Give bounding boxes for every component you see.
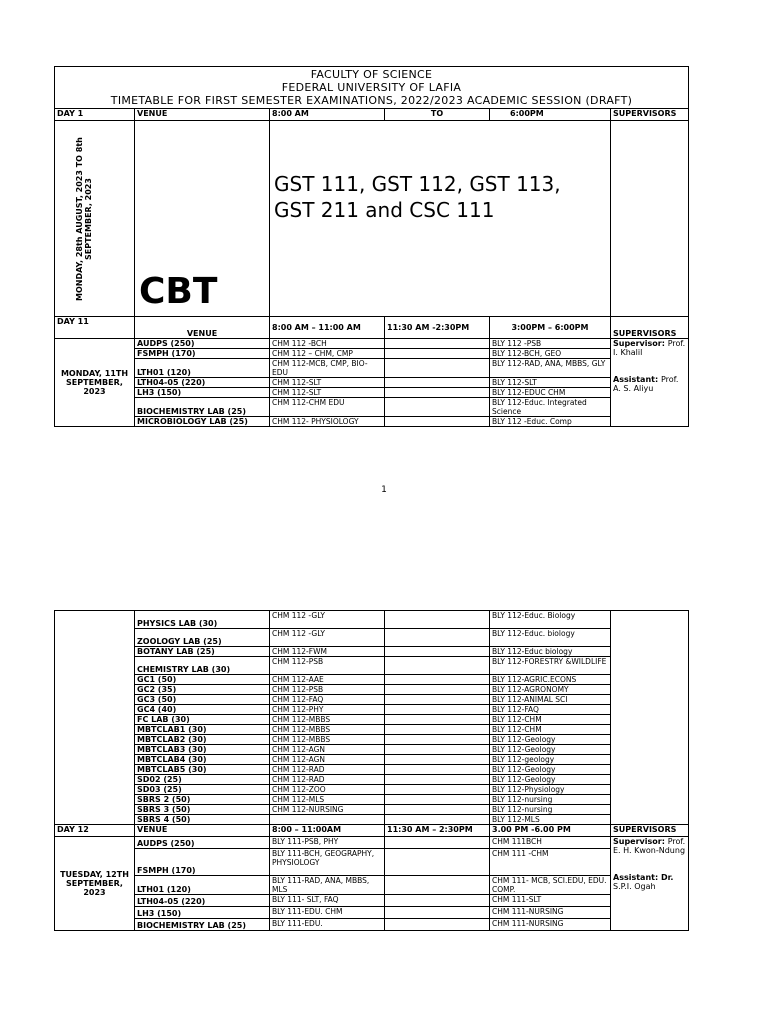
slot1-cell: CHM 112-CHM EDU	[270, 398, 385, 417]
day12-slot2: 11:30 AM – 2:30PM	[385, 825, 490, 837]
slot3-cell: BLY 112-FAQ	[490, 705, 611, 715]
slot2-cell	[385, 398, 490, 417]
day1-date-cell	[55, 121, 135, 317]
slot2-cell	[385, 611, 490, 629]
table-row	[55, 745, 689, 755]
slot2-cell	[385, 837, 490, 849]
slot2-cell	[385, 876, 490, 895]
slot2-cell	[385, 907, 490, 919]
slot2-cell	[385, 657, 490, 675]
day12-venue-label: VENUE	[135, 825, 270, 837]
slot1-cell: CHM 112-MBBS	[270, 735, 385, 745]
slot1-cell: CHM 112-FWM	[270, 647, 385, 657]
slot1-cell: BLY 111-EDU. CHM	[270, 907, 385, 919]
slot1-cell: BLY 111-RAD, ANA, MBBS, MLS	[270, 876, 385, 895]
assistant-label: Assistant:	[613, 375, 661, 384]
venue-cell: LTH01 (120)	[135, 359, 270, 378]
venue-cell: MICROBIOLOGY LAB (25)	[135, 417, 270, 427]
slot3-cell: CHM 111-NURSING	[490, 907, 611, 919]
table-row	[55, 805, 689, 815]
day11-date: MONDAY, 11TH SEPTEMBER, 2023	[55, 339, 135, 427]
table-row	[55, 398, 689, 417]
slot2-cell	[385, 725, 490, 735]
slot2-cell	[385, 715, 490, 725]
slot3-cell: CHM 111-NURSING	[490, 919, 611, 931]
slot3-cell: BLY 112-FORESTRY &WILDLIFE	[490, 657, 611, 675]
venue-cell: GC2 (35)	[135, 685, 270, 695]
slot1-cell: BLY 111-EDU.	[270, 919, 385, 931]
slot2-cell	[385, 745, 490, 755]
venue-cell: SD02 (25)	[135, 775, 270, 785]
slot3-cell: BLY 112-AGRONOMY	[490, 685, 611, 695]
table-row	[55, 359, 689, 378]
table-row	[55, 611, 689, 629]
table-row	[55, 735, 689, 745]
slot1-cell: CHM 112-FAQ	[270, 695, 385, 705]
slot3-cell: CHM 111BCH	[490, 837, 611, 849]
day1-cbt-cell	[135, 121, 270, 317]
slot3-cell: BLY 112-Educ. biology	[490, 629, 611, 647]
assistant-entry	[613, 873, 686, 891]
venue-cell: GC3 (50)	[135, 695, 270, 705]
slot2-cell	[385, 755, 490, 765]
slot3-cell: BLY 112-nursing	[490, 805, 611, 815]
day1-time-to: TO	[385, 109, 490, 121]
slot3-cell: BLY 112-Educ biology	[490, 647, 611, 657]
table-row	[55, 876, 689, 895]
table-row	[55, 647, 689, 657]
timetable-table-2	[54, 610, 689, 931]
slot2-cell	[385, 705, 490, 715]
timetable-table-1	[54, 66, 689, 427]
slot3-cell: BLY 112-Educ. Integrated Science	[490, 398, 611, 417]
slot1-cell: CHM 112-SLT	[270, 388, 385, 398]
venue-cell: PHYSICS LAB (30)	[135, 611, 270, 629]
day11-supervisors	[611, 339, 689, 427]
slot3-cell: BLY 112-Geology	[490, 775, 611, 785]
day11-supervisors-continued	[611, 611, 689, 825]
day1-venue-label: VENUE	[135, 109, 270, 121]
day1-courses: GST 111, GST 112, GST 113, GST 211 and CSC 111	[270, 121, 611, 317]
slot2-cell	[385, 685, 490, 695]
slot3-cell: BLY 112-RAD, ANA, MBBS, GLY	[490, 359, 611, 378]
day11-slot1: 8:00 AM – 11:00 AM	[270, 317, 385, 339]
slot1-cell: CHM 112-MBBS	[270, 725, 385, 735]
assistant-entry	[613, 375, 686, 393]
venue-cell: BIOCHEMISTRY LAB (25)	[135, 919, 270, 931]
day11-label: DAY 11	[55, 317, 135, 339]
slot1-cell: BLY 111- SLT, FAQ	[270, 895, 385, 907]
slot3-cell: BLY 112 -PSB	[490, 339, 611, 349]
slot1-cell: CHM 112 -GLY	[270, 611, 385, 629]
slot2-cell	[385, 775, 490, 785]
slot2-cell	[385, 339, 490, 349]
day12-supervisors	[611, 837, 689, 931]
table-row	[55, 849, 689, 876]
table-row	[55, 417, 689, 427]
venue-cell: FSMPH (170)	[135, 849, 270, 876]
day11-date-continued	[55, 611, 135, 825]
document-title	[55, 67, 689, 109]
day1-label: DAY 1	[55, 109, 135, 121]
table-row	[55, 795, 689, 805]
slot3-cell: CHM 111- MCB, SCI.EDU, EDU. COMP.	[490, 876, 611, 895]
slot2-cell	[385, 695, 490, 705]
venue-cell: AUDPS (250)	[135, 837, 270, 849]
slot2-cell	[385, 359, 490, 378]
supervisor-name: Prof. I. Khalil	[613, 339, 686, 357]
venue-cell: SD03 (25)	[135, 785, 270, 795]
table-row	[55, 388, 689, 398]
table-row	[55, 715, 689, 725]
slot1-cell: CHM 112-AGN	[270, 755, 385, 765]
venue-cell: LTH04-05 (220)	[135, 378, 270, 388]
day1-body-row	[55, 121, 689, 317]
venue-cell: MBTCLAB3 (30)	[135, 745, 270, 755]
slot3-cell: BLY 112-ANIMAL SCI	[490, 695, 611, 705]
day11-slot3: 3:00PM – 6:00PM	[490, 317, 611, 339]
slot3-cell: CHM 111 -CHM	[490, 849, 611, 876]
slot2-cell	[385, 849, 490, 876]
table-row	[55, 675, 689, 685]
slot3-cell: BLY 112-AGRIC.ECONS	[490, 675, 611, 685]
day11-rows-page1	[55, 339, 689, 427]
slot1-cell: CHM 112-AAE	[270, 675, 385, 685]
slot2-cell	[385, 647, 490, 657]
table-row	[55, 725, 689, 735]
day1-supervisors-label: SUPERVISORS	[611, 109, 689, 121]
day12-date: TUESDAY, 12TH SEPTEMBER, 2023	[55, 837, 135, 931]
table-row	[55, 378, 689, 388]
slot1-cell: CHM 112-MCB, CMP, BIO-EDU	[270, 359, 385, 378]
slot1-cell: CHM 112-MBBS	[270, 715, 385, 725]
venue-cell: FC LAB (30)	[135, 715, 270, 725]
slot3-cell: BLY 112-Physiology	[490, 785, 611, 795]
table-row	[55, 695, 689, 705]
table-row	[55, 755, 689, 765]
supervisor-name: Prof. E. H. Kwon-Ndung	[613, 837, 686, 855]
slot1-cell: CHM 112-PHY	[270, 705, 385, 715]
table-row	[55, 775, 689, 785]
venue-cell: SBRS 3 (50)	[135, 805, 270, 815]
venue-cell: FSMPH (170)	[135, 349, 270, 359]
slot3-cell: BLY 112-EDUC CHM	[490, 388, 611, 398]
slot3-cell: BLY 112-Geology	[490, 735, 611, 745]
assistant-label: Assistant: Dr.	[613, 873, 674, 882]
supervisor-entry	[613, 837, 686, 855]
table-row	[55, 785, 689, 795]
assistant-name: Prof. A. S. Aliyu	[613, 375, 679, 393]
title-row	[55, 67, 689, 109]
cbt-label: CBT	[139, 271, 218, 312]
timetable-page-1	[54, 66, 688, 427]
supervisor-label: Supervisor:	[613, 339, 668, 348]
slot3-cell: BLY 112-geology	[490, 755, 611, 765]
day12-slot3: 3.00 PM -6.00 PM	[490, 825, 611, 837]
day1-header-row	[55, 109, 689, 121]
day11-venue-label: VENUE	[135, 317, 270, 339]
slot1-cell: CHM 112-AGN	[270, 745, 385, 755]
table-row	[55, 705, 689, 715]
slot1-cell: CHM 112- PHYSIOLOGY	[270, 417, 385, 427]
day1-date: MONDAY, 28th AUGUST, 2023 TO 8th SEPTEMBER, 2023	[74, 136, 93, 301]
venue-cell: BOTANY LAB (25)	[135, 647, 270, 657]
supervisor-label: Supervisor:	[613, 837, 668, 846]
table-row	[55, 339, 689, 349]
table-row	[55, 815, 689, 825]
day11-header-row	[55, 317, 689, 339]
day12-supervisors-label: SUPERVISORS	[611, 825, 689, 837]
slot1-cell: CHM 112-SLT	[270, 378, 385, 388]
venue-cell: SBRS 2 (50)	[135, 795, 270, 805]
day12-header-row	[55, 825, 689, 837]
venue-cell: LTH01 (120)	[135, 876, 270, 895]
slot3-cell: BLY 112-CHM	[490, 715, 611, 725]
venue-cell: GC4 (40)	[135, 705, 270, 715]
venue-cell: GC1 (50)	[135, 675, 270, 685]
slot3-cell: BLY 112-Educ. Biology	[490, 611, 611, 629]
slot3-cell: BLY 112-Geology	[490, 765, 611, 775]
day11-slot2: 11:30 AM -2:30PM	[385, 317, 490, 339]
venue-cell: LTH04-05 (220)	[135, 895, 270, 907]
slot2-cell	[385, 675, 490, 685]
day12-label: DAY 12	[55, 825, 135, 837]
slot3-cell: BLY 112-Geology	[490, 745, 611, 755]
slot2-cell	[385, 629, 490, 647]
table-row	[55, 895, 689, 907]
slot2-cell	[385, 765, 490, 775]
table-row	[55, 837, 689, 849]
day1-time-end: 6:00PM	[490, 109, 611, 121]
table-row	[55, 349, 689, 359]
slot3-cell: BLY 112 -Educ. Comp	[490, 417, 611, 427]
slot2-cell	[385, 417, 490, 427]
day1-time-start: 8:00 AM	[270, 109, 385, 121]
slot1-cell: CHM 112-NURSING	[270, 805, 385, 815]
slot1-cell: CHM 112 -GLY	[270, 629, 385, 647]
page-number: 1	[381, 485, 387, 495]
slot1-cell	[270, 815, 385, 825]
slot3-cell: BLY 112-MLS	[490, 815, 611, 825]
slot2-cell	[385, 795, 490, 805]
venue-cell: MBTCLAB5 (30)	[135, 765, 270, 775]
slot2-cell	[385, 895, 490, 907]
slot2-cell	[385, 349, 490, 359]
table-row	[55, 907, 689, 919]
slot3-cell: CHM 111-SLT	[490, 895, 611, 907]
slot1-cell: CHM 112-PSB	[270, 657, 385, 675]
table-row	[55, 629, 689, 647]
venue-cell: CHEMISTRY LAB (30)	[135, 657, 270, 675]
supervisor-entry	[613, 339, 686, 357]
venue-cell: MBTCLAB4 (30)	[135, 755, 270, 765]
slot1-cell: BLY 111-PSB, PHY	[270, 837, 385, 849]
assistant-name: S.P.I. Ogah	[613, 882, 656, 891]
day12-slot1: 8:00 – 11:00AM	[270, 825, 385, 837]
faculty-name: FACULTY OF SCIENCE	[310, 68, 433, 81]
table-row	[55, 919, 689, 931]
slot1-cell: BLY 111-BCH, GEOGRAPHY, PHYSIOLOGY	[270, 849, 385, 876]
venue-cell: SBRS 4 (50)	[135, 815, 270, 825]
table-row	[55, 685, 689, 695]
slot1-cell: CHM 112-RAD	[270, 775, 385, 785]
table-row	[55, 765, 689, 775]
venue-cell: LH3 (150)	[135, 907, 270, 919]
slot1-cell: CHM 112 – CHM, CMP	[270, 349, 385, 359]
university-name: FEDERAL UNIVERSITY OF LAFIA	[281, 81, 462, 94]
slot2-cell	[385, 805, 490, 815]
timetable-title: TIMETABLE FOR FIRST SEMESTER EXAMINATIONS, 2022/2023 ACADEMIC SESSION (DRAFT)	[110, 94, 633, 107]
slot1-cell: CHM 112-MLS	[270, 795, 385, 805]
slot3-cell: BLY 112-SLT	[490, 378, 611, 388]
slot2-cell	[385, 735, 490, 745]
venue-cell: ZOOLOGY LAB (25)	[135, 629, 270, 647]
slot1-cell: CHM 112-PSB	[270, 685, 385, 695]
slot1-cell: CHM 112 -BCH	[270, 339, 385, 349]
table-row	[55, 657, 689, 675]
slot2-cell	[385, 919, 490, 931]
venue-cell: MBTCLAB1 (30)	[135, 725, 270, 735]
slot2-cell	[385, 378, 490, 388]
venue-cell: MBTCLAB2 (30)	[135, 735, 270, 745]
slot3-cell: BLY 112-BCH, GEO	[490, 349, 611, 359]
slot1-cell: CHM 112-ZOO	[270, 785, 385, 795]
timetable-page-2	[54, 610, 688, 931]
venue-cell: LH3 (150)	[135, 388, 270, 398]
day12-rows	[55, 837, 689, 931]
slot2-cell	[385, 785, 490, 795]
slot1-cell: CHM 112-RAD	[270, 765, 385, 775]
venue-cell: BIOCHEMISTRY LAB (25)	[135, 398, 270, 417]
day11-supervisors-label: SUPERVISORS	[611, 317, 689, 339]
day11-rows-page2	[55, 611, 689, 825]
slot3-cell: BLY 112-CHM	[490, 725, 611, 735]
slot2-cell	[385, 388, 490, 398]
day1-supervisors-cell	[611, 121, 689, 317]
venue-cell: AUDPS (250)	[135, 339, 270, 349]
slot2-cell	[385, 815, 490, 825]
slot3-cell: BLY 112-nursing	[490, 795, 611, 805]
